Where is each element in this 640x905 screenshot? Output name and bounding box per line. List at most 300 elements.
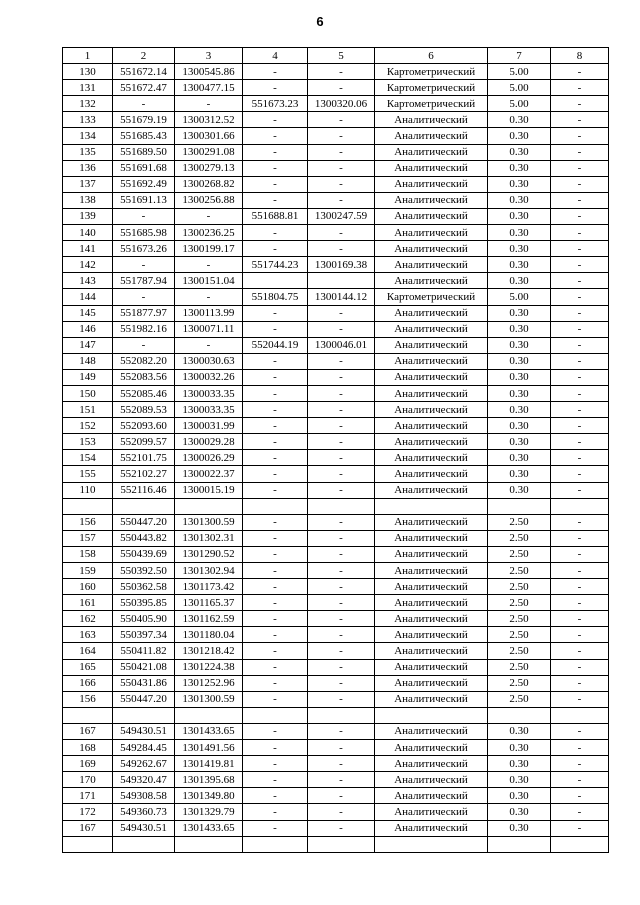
table-cell: 2.50 bbox=[488, 579, 551, 595]
table-cell: - bbox=[113, 96, 175, 112]
table-cell: 2.50 bbox=[488, 563, 551, 579]
table-cell: 2.50 bbox=[488, 627, 551, 643]
table-cell: 131 bbox=[63, 80, 113, 96]
table-cell: Аналитический bbox=[375, 321, 488, 337]
table-cell: 0.30 bbox=[488, 466, 551, 482]
table-cell: - bbox=[551, 643, 609, 659]
table-cell: 1301300.59 bbox=[175, 514, 243, 530]
table-cell: 552089.53 bbox=[113, 402, 175, 418]
table-cell: 1301302.31 bbox=[175, 530, 243, 546]
table-cell: 551692.49 bbox=[113, 176, 175, 192]
table-cell: 552102.27 bbox=[113, 466, 175, 482]
table-cell: 167 bbox=[63, 820, 113, 836]
table-cell: - bbox=[243, 450, 308, 466]
table-cell: - bbox=[243, 369, 308, 385]
table-cell: 0.30 bbox=[488, 321, 551, 337]
table-cell: - bbox=[308, 579, 375, 595]
table-cell bbox=[243, 273, 308, 289]
table-cell bbox=[175, 498, 243, 514]
table-cell: 159 bbox=[63, 563, 113, 579]
table-cell: Картометрический bbox=[375, 80, 488, 96]
table-cell: 149 bbox=[63, 369, 113, 385]
table-cell: 110 bbox=[63, 482, 113, 498]
table-cell: - bbox=[551, 369, 609, 385]
table-row bbox=[63, 385, 609, 401]
table-cell: 0.30 bbox=[488, 418, 551, 434]
table-cell: Аналитический bbox=[375, 241, 488, 257]
table-cell: - bbox=[308, 530, 375, 546]
table-cell: - bbox=[551, 772, 609, 788]
table-cell: Аналитический bbox=[375, 434, 488, 450]
table-cell: Аналитический bbox=[375, 659, 488, 675]
table-cell: Аналитический bbox=[375, 530, 488, 546]
table-cell: 165 bbox=[63, 659, 113, 675]
table-cell: Аналитический bbox=[375, 611, 488, 627]
table-row bbox=[63, 514, 609, 530]
table-cell: 0.30 bbox=[488, 128, 551, 144]
table-cell: 550395.85 bbox=[113, 595, 175, 611]
table-cell: 551877.97 bbox=[113, 305, 175, 321]
table-cell: 167 bbox=[63, 723, 113, 739]
table-row bbox=[63, 112, 609, 128]
table-cell: 552099.57 bbox=[113, 434, 175, 450]
table-cell: 1300113.99 bbox=[175, 305, 243, 321]
table-cell: - bbox=[308, 241, 375, 257]
table-cell: 1300247.59 bbox=[308, 208, 375, 224]
table-cell: - bbox=[551, 192, 609, 208]
table-cell bbox=[175, 836, 243, 852]
table-cell: - bbox=[308, 546, 375, 562]
table-cell: 1300144.12 bbox=[308, 289, 375, 305]
table-cell: - bbox=[243, 64, 308, 80]
table-row bbox=[63, 611, 609, 627]
table-cell: 0.30 bbox=[488, 144, 551, 160]
table-cell: 155 bbox=[63, 466, 113, 482]
table-cell: 143 bbox=[63, 273, 113, 289]
table-cell: - bbox=[551, 144, 609, 160]
table-row bbox=[63, 691, 609, 707]
table-cell: 1301433.65 bbox=[175, 820, 243, 836]
table-cell: 1300029.28 bbox=[175, 434, 243, 450]
table-row bbox=[63, 353, 609, 369]
table-cell: 1301290.52 bbox=[175, 546, 243, 562]
table-cell: 5.00 bbox=[488, 64, 551, 80]
table-cell: - bbox=[551, 337, 609, 353]
table-cell: - bbox=[308, 144, 375, 160]
table-cell: Аналитический bbox=[375, 353, 488, 369]
table-row bbox=[63, 434, 609, 450]
table-cell: 0.30 bbox=[488, 225, 551, 241]
table-cell: - bbox=[551, 450, 609, 466]
table-row bbox=[63, 772, 609, 788]
table-cell: - bbox=[308, 482, 375, 498]
table-cell: 2.50 bbox=[488, 595, 551, 611]
table-row bbox=[63, 788, 609, 804]
table-cell: Аналитический bbox=[375, 305, 488, 321]
table-row bbox=[63, 208, 609, 224]
table-cell: 551672.14 bbox=[113, 64, 175, 80]
table-cell: - bbox=[243, 385, 308, 401]
table-cell bbox=[63, 707, 113, 723]
table-cell: - bbox=[243, 514, 308, 530]
table-cell: - bbox=[175, 337, 243, 353]
table-cell: 5.00 bbox=[488, 289, 551, 305]
table-cell: - bbox=[308, 112, 375, 128]
table-cell: Аналитический bbox=[375, 546, 488, 562]
table-cell: - bbox=[243, 804, 308, 820]
table-row bbox=[63, 450, 609, 466]
table-cell: Аналитический bbox=[375, 691, 488, 707]
table-cell: 1301433.65 bbox=[175, 723, 243, 739]
table-row bbox=[63, 305, 609, 321]
table-cell: 1301349.80 bbox=[175, 788, 243, 804]
table-cell: 162 bbox=[63, 611, 113, 627]
table-cell: - bbox=[551, 788, 609, 804]
table-cell: Аналитический bbox=[375, 273, 488, 289]
table-cell: 1300477.15 bbox=[175, 80, 243, 96]
table-cell: 551685.43 bbox=[113, 128, 175, 144]
table-cell: Аналитический bbox=[375, 804, 488, 820]
table-row bbox=[63, 192, 609, 208]
table-cell: - bbox=[243, 723, 308, 739]
table-cell: 549320.47 bbox=[113, 772, 175, 788]
table-cell: 146 bbox=[63, 321, 113, 337]
table-row bbox=[63, 160, 609, 176]
table-cell bbox=[488, 707, 551, 723]
table-cell: 0.30 bbox=[488, 756, 551, 772]
table-cell: 0.30 bbox=[488, 208, 551, 224]
table-cell: 551689.50 bbox=[113, 144, 175, 160]
table-cell: - bbox=[243, 128, 308, 144]
table-cell: - bbox=[243, 820, 308, 836]
table-cell: 1301329.79 bbox=[175, 804, 243, 820]
table-header bbox=[63, 48, 609, 64]
table-cell: 0.30 bbox=[488, 482, 551, 498]
table-cell: 552085.46 bbox=[113, 385, 175, 401]
table-row bbox=[63, 707, 609, 723]
table-cell: - bbox=[551, 225, 609, 241]
table-cell: - bbox=[243, 418, 308, 434]
table-cell: - bbox=[551, 434, 609, 450]
table-cell: 552101.75 bbox=[113, 450, 175, 466]
table-cell: 168 bbox=[63, 740, 113, 756]
table-cell: 552082.20 bbox=[113, 353, 175, 369]
table-cell: 2.50 bbox=[488, 659, 551, 675]
table-cell: Аналитический bbox=[375, 418, 488, 434]
table-cell: 549430.51 bbox=[113, 820, 175, 836]
table-cell: 160 bbox=[63, 579, 113, 595]
table-cell: - bbox=[243, 321, 308, 337]
table-cell: 1300236.25 bbox=[175, 225, 243, 241]
table-cell bbox=[63, 836, 113, 852]
table-cell: 148 bbox=[63, 353, 113, 369]
table-cell: 1300031.99 bbox=[175, 418, 243, 434]
table-row bbox=[63, 144, 609, 160]
table-cell: 0.30 bbox=[488, 385, 551, 401]
table-cell bbox=[243, 707, 308, 723]
table-row bbox=[63, 289, 609, 305]
table-cell: 551679.19 bbox=[113, 112, 175, 128]
table-cell: - bbox=[308, 804, 375, 820]
table-cell: - bbox=[308, 659, 375, 675]
table-cell: 5.00 bbox=[488, 80, 551, 96]
table-row bbox=[63, 546, 609, 562]
table-cell: - bbox=[308, 611, 375, 627]
table-row bbox=[63, 418, 609, 434]
table-cell: - bbox=[308, 80, 375, 96]
table-cell: - bbox=[243, 675, 308, 691]
table-cell: - bbox=[308, 643, 375, 659]
table-row bbox=[63, 579, 609, 595]
table-cell: 157 bbox=[63, 530, 113, 546]
table-cell: - bbox=[308, 820, 375, 836]
table-cell: - bbox=[243, 579, 308, 595]
table-row bbox=[63, 321, 609, 337]
table-cell: 140 bbox=[63, 225, 113, 241]
table-cell: - bbox=[308, 691, 375, 707]
table-cell: - bbox=[551, 176, 609, 192]
table-cell: - bbox=[308, 369, 375, 385]
table-cell: 137 bbox=[63, 176, 113, 192]
table-cell: 550397.34 bbox=[113, 627, 175, 643]
table-cell: 0.30 bbox=[488, 337, 551, 353]
table-cell: - bbox=[243, 353, 308, 369]
table-row bbox=[63, 804, 609, 820]
table-cell: Аналитический bbox=[375, 514, 488, 530]
table-cell: Картометрический bbox=[375, 289, 488, 305]
table-row bbox=[63, 820, 609, 836]
table-cell bbox=[113, 707, 175, 723]
table-cell: Аналитический bbox=[375, 788, 488, 804]
table-cell: 133 bbox=[63, 112, 113, 128]
table-cell: 169 bbox=[63, 756, 113, 772]
column-header: 2 bbox=[113, 48, 175, 64]
table-cell: 1300320.06 bbox=[308, 96, 375, 112]
table-row bbox=[63, 64, 609, 80]
table-cell: Аналитический bbox=[375, 160, 488, 176]
table-cell: - bbox=[551, 820, 609, 836]
table-cell: - bbox=[113, 208, 175, 224]
table-cell: 1300026.29 bbox=[175, 450, 243, 466]
table-cell: - bbox=[243, 192, 308, 208]
table-cell: 1301165.37 bbox=[175, 595, 243, 611]
table-cell: 551787.94 bbox=[113, 273, 175, 289]
table-cell: 549308.58 bbox=[113, 788, 175, 804]
table-cell: - bbox=[308, 176, 375, 192]
table-cell: - bbox=[551, 321, 609, 337]
table-cell: 144 bbox=[63, 289, 113, 305]
table-cell: - bbox=[243, 434, 308, 450]
table-cell: - bbox=[551, 208, 609, 224]
table-cell: - bbox=[551, 740, 609, 756]
table-cell: 1300279.13 bbox=[175, 160, 243, 176]
table-row bbox=[63, 466, 609, 482]
table-row bbox=[63, 595, 609, 611]
table-cell: 550362.58 bbox=[113, 579, 175, 595]
table-cell: 172 bbox=[63, 804, 113, 820]
table-cell: 551804.75 bbox=[243, 289, 308, 305]
table-cell: - bbox=[243, 659, 308, 675]
table-cell: 1300032.26 bbox=[175, 369, 243, 385]
table-row bbox=[63, 563, 609, 579]
table-cell: 0.30 bbox=[488, 192, 551, 208]
table-cell: Аналитический bbox=[375, 257, 488, 273]
table-cell bbox=[243, 836, 308, 852]
table-cell: Картометрический bbox=[375, 64, 488, 80]
table-cell: - bbox=[113, 289, 175, 305]
table-cell: Аналитический bbox=[375, 192, 488, 208]
table-cell bbox=[551, 498, 609, 514]
table-cell: 1301252.96 bbox=[175, 675, 243, 691]
table-cell: Аналитический bbox=[375, 563, 488, 579]
table-cell: - bbox=[243, 627, 308, 643]
table-cell: 5.00 bbox=[488, 96, 551, 112]
table-cell: 1300199.17 bbox=[175, 241, 243, 257]
table-cell: Аналитический bbox=[375, 627, 488, 643]
table-cell: 158 bbox=[63, 546, 113, 562]
table-cell: - bbox=[551, 418, 609, 434]
table-cell: - bbox=[243, 305, 308, 321]
table-cell: - bbox=[243, 160, 308, 176]
table-cell: - bbox=[551, 353, 609, 369]
table-cell: 2.50 bbox=[488, 611, 551, 627]
table-cell: 147 bbox=[63, 337, 113, 353]
table-cell: 551982.16 bbox=[113, 321, 175, 337]
table-row bbox=[63, 176, 609, 192]
table-cell bbox=[375, 707, 488, 723]
table-cell: Аналитический bbox=[375, 225, 488, 241]
table-cell: - bbox=[308, 128, 375, 144]
table-cell: - bbox=[308, 305, 375, 321]
table-cell: 0.30 bbox=[488, 273, 551, 289]
table-row bbox=[63, 643, 609, 659]
column-header: 4 bbox=[243, 48, 308, 64]
table-cell: 156 bbox=[63, 691, 113, 707]
table-cell: - bbox=[551, 530, 609, 546]
table-cell: Аналитический bbox=[375, 144, 488, 160]
table-row bbox=[63, 273, 609, 289]
table-cell: 0.30 bbox=[488, 305, 551, 321]
table-cell: - bbox=[308, 192, 375, 208]
table-cell: - bbox=[308, 756, 375, 772]
table-cell: - bbox=[551, 112, 609, 128]
table-cell: 136 bbox=[63, 160, 113, 176]
table-cell: 549360.73 bbox=[113, 804, 175, 820]
table-cell bbox=[375, 498, 488, 514]
table-cell bbox=[113, 498, 175, 514]
table-cell: 1301180.04 bbox=[175, 627, 243, 643]
table-cell: 152 bbox=[63, 418, 113, 434]
table-cell: - bbox=[243, 691, 308, 707]
table-cell: 1300015.19 bbox=[175, 482, 243, 498]
table-cell: 0.30 bbox=[488, 257, 551, 273]
table-cell: 150 bbox=[63, 385, 113, 401]
table-cell: - bbox=[308, 675, 375, 691]
table-cell: - bbox=[175, 257, 243, 273]
table-cell: 0.30 bbox=[488, 241, 551, 257]
table-cell: Аналитический bbox=[375, 740, 488, 756]
table-cell bbox=[488, 836, 551, 852]
table-cell: 1300022.37 bbox=[175, 466, 243, 482]
table-cell: - bbox=[551, 611, 609, 627]
table-row bbox=[63, 756, 609, 772]
table-row bbox=[63, 80, 609, 96]
table-cell: 0.30 bbox=[488, 402, 551, 418]
table-row bbox=[63, 241, 609, 257]
table-cell: Аналитический bbox=[375, 128, 488, 144]
table-cell: 156 bbox=[63, 514, 113, 530]
table-cell: 0.30 bbox=[488, 112, 551, 128]
table-cell: 0.30 bbox=[488, 788, 551, 804]
table-cell: 550405.90 bbox=[113, 611, 175, 627]
table-row bbox=[63, 369, 609, 385]
table-cell: 1300071.11 bbox=[175, 321, 243, 337]
table-cell: 1301395.68 bbox=[175, 772, 243, 788]
table-cell: 132 bbox=[63, 96, 113, 112]
table-cell: Аналитический bbox=[375, 385, 488, 401]
table-cell: - bbox=[308, 225, 375, 241]
table-cell: 0.30 bbox=[488, 772, 551, 788]
table-cell: 154 bbox=[63, 450, 113, 466]
coordinates-table bbox=[62, 47, 609, 853]
table-cell: 0.30 bbox=[488, 369, 551, 385]
table-cell: 1300030.63 bbox=[175, 353, 243, 369]
table-cell: - bbox=[308, 788, 375, 804]
table-cell: - bbox=[551, 675, 609, 691]
table-row bbox=[63, 627, 609, 643]
table-cell: 2.50 bbox=[488, 691, 551, 707]
table-cell: 161 bbox=[63, 595, 113, 611]
table-cell: Аналитический bbox=[375, 208, 488, 224]
table-cell: - bbox=[551, 96, 609, 112]
table-row bbox=[63, 740, 609, 756]
table-cell: 0.30 bbox=[488, 353, 551, 369]
table-cell: - bbox=[308, 450, 375, 466]
table-cell: - bbox=[243, 546, 308, 562]
table-cell: - bbox=[243, 144, 308, 160]
table-cell: 1301491.56 bbox=[175, 740, 243, 756]
table-cell: - bbox=[175, 96, 243, 112]
table-cell: 1300033.35 bbox=[175, 385, 243, 401]
table-cell: 139 bbox=[63, 208, 113, 224]
table-cell bbox=[175, 707, 243, 723]
table-cell bbox=[308, 836, 375, 852]
table-cell: - bbox=[551, 80, 609, 96]
table-cell: 2.50 bbox=[488, 530, 551, 546]
table-cell: 1301302.94 bbox=[175, 563, 243, 579]
table-cell bbox=[375, 836, 488, 852]
table-cell: - bbox=[308, 434, 375, 450]
table-cell: 0.30 bbox=[488, 176, 551, 192]
table-cell: - bbox=[175, 208, 243, 224]
table-cell: 1300312.52 bbox=[175, 112, 243, 128]
table-cell: 142 bbox=[63, 257, 113, 273]
table-cell bbox=[308, 707, 375, 723]
table-cell: 0.30 bbox=[488, 804, 551, 820]
table-cell bbox=[243, 498, 308, 514]
table-cell: 171 bbox=[63, 788, 113, 804]
table-cell: 151 bbox=[63, 402, 113, 418]
table-cell: - bbox=[243, 112, 308, 128]
table-row bbox=[63, 482, 609, 498]
table-cell: - bbox=[243, 595, 308, 611]
table-cell: 551691.13 bbox=[113, 192, 175, 208]
table-cell: 1300046.01 bbox=[308, 337, 375, 353]
table-cell: 549284.45 bbox=[113, 740, 175, 756]
table-cell: - bbox=[551, 385, 609, 401]
table-cell: 163 bbox=[63, 627, 113, 643]
table-cell: 1301218.42 bbox=[175, 643, 243, 659]
